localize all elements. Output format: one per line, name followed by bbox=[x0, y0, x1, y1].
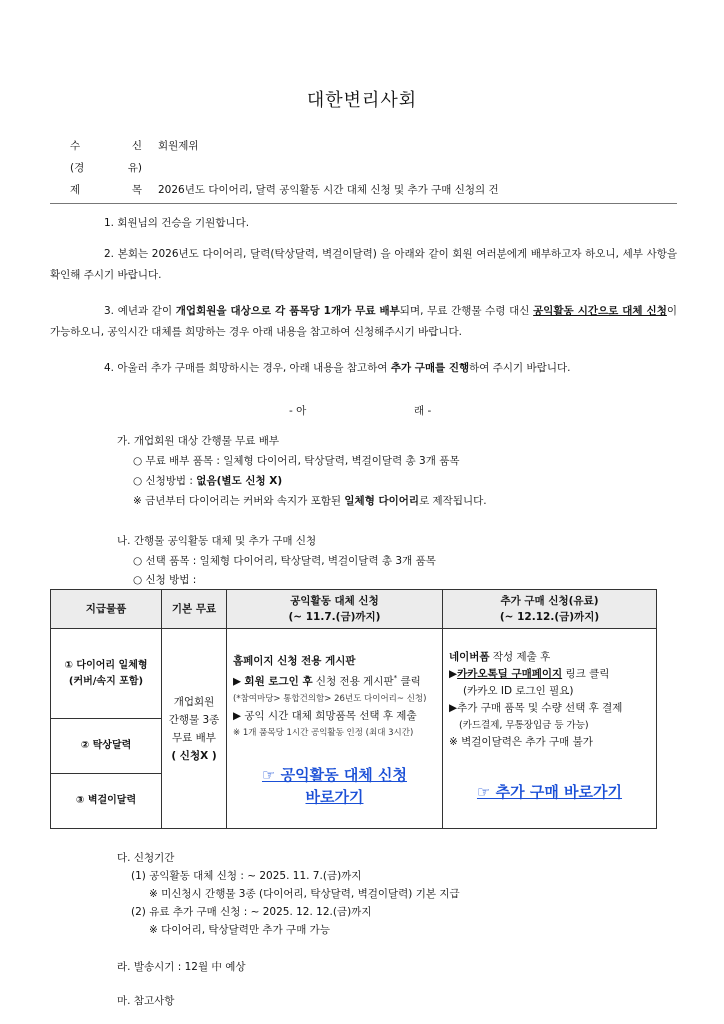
section-ma-title: 마. 참고사항 bbox=[117, 995, 175, 1007]
application-table bbox=[50, 589, 657, 829]
free-distribution-cell: 개업회원 간행물 3종 무료 배부 ( 신청X ) bbox=[162, 629, 227, 829]
section-ga-item-1: ○ 무료 배부 품목 : 일체형 다이어리, 탁상달력, 벽걸이달력 총 3개 품목 bbox=[133, 455, 460, 467]
column-header-buy: 추가 구매 신청(유료) (~ 12.12.(금)까지) bbox=[443, 590, 657, 629]
public-activity-apply-link[interactable]: ☞ 공익활동 대체 신청 바로가기 bbox=[261, 765, 408, 806]
header-divider bbox=[50, 203, 677, 204]
period-public-note: ※ 미신청시 간행물 3종 (다이어리, 탁상달력, 벽걸이달력) 기본 지급 bbox=[149, 888, 460, 900]
item-wall-calendar: ③ 벽걸이달력 bbox=[51, 774, 162, 829]
paragraph-3: 3. 예년과 같이 개업회원을 대상으로 각 품목당 1개가 무료 배부되며, 무료 간행물 수령 대신 공익활동 시간으로 대체 신청이 가능하오니, 공익시간 대체를 희망하는 경우 아래 내용을 참고하여 신청해주시기 바랍니다. bbox=[50, 305, 677, 338]
subject-value: 2026년도 다이어리, 달력 공익활동 시간 대체 신청 및 추가 구매 신청의 건 bbox=[158, 184, 499, 196]
period-purchase-note: ※ 다이어리, 탁상달력만 추가 구매 가능 bbox=[149, 924, 330, 936]
section-na-title: 나. 간행물 공익활동 대체 및 추가 구매 신청 bbox=[117, 535, 317, 547]
column-header-items: 지급물품 bbox=[51, 590, 162, 629]
shipping-period: 라. 발송시기 : 12월 中 예상 bbox=[117, 961, 246, 973]
period-public-activity: (1) 공익활동 대체 신청 : ~ 2025. 11. 7.(금)까지 bbox=[131, 870, 362, 882]
additional-purchase-cell: 네이버폼 작성 제출 후 ▶카카오톡딜 구매페이지 링크 클릭 (카카오 ID 로그인 필요) ▶추가 구매 품목 및 수량 선택 후 결제 (카드결제, 무통장입금 등 가능) ※ 벽걸이달력은 추가 구매 불가 ☞ 추가 구매 바로가기 bbox=[443, 629, 657, 829]
below-marker-right: 래 - bbox=[414, 405, 432, 417]
recipient-label: 수 신 bbox=[70, 140, 142, 152]
section-ga-title: 가. 개업회원 대상 간행물 무료 배부 bbox=[117, 435, 280, 447]
below-marker-left: - 아 bbox=[289, 405, 307, 417]
item-diary: ① 다이어리 일체형 (커버/속지 포함) bbox=[51, 629, 162, 719]
public-activity-cell: 홈페이지 신청 전용 게시판 ▶ 회원 로그인 후 신청 전용 게시판* 클릭 (*참여마당> 통합건의함> 26년도 다이어리~ 신청) ▶ 공익 시간 대체 희망품목 선택 후 제출 ※ 1개 품목당 1시간 공익활동 인정 (최대 3시간) ☞ 공익활동 대체 신청 바로가기 bbox=[227, 629, 443, 829]
paragraph-2: 2. 본회는 2026년도 다이어리, 달력(탁상달력, 벽걸이달력) 을 아래와 같이 회원 여러분에게 배부하고자 하오니, 세부 사항을 확인해 주시기 바랍니다. bbox=[50, 248, 677, 281]
section-da-title: 다. 신청기간 bbox=[117, 852, 175, 864]
recipient-value: 회원제위 bbox=[158, 140, 199, 152]
column-header-public: 공익활동 대체 신청 (~ 11.7.(금)까지) bbox=[227, 590, 443, 629]
document-title: 대한변리사회 bbox=[306, 90, 418, 111]
section-ga-note: ※ 금년부터 다이어리는 커버와 속지가 포함된 일체형 다이어리로 제작됩니다. bbox=[133, 495, 487, 507]
item-desk-calendar: ② 탁상달력 bbox=[51, 719, 162, 774]
paragraph-4: 4. 아울러 추가 구매를 희망하시는 경우, 아래 내용을 참고하여 추가 구매를 진행하여 주시기 바랍니다. bbox=[104, 362, 571, 374]
section-na-item-1: ○ 선택 품목 : 일체형 다이어리, 탁상달력, 벽걸이달력 총 3개 품목 bbox=[133, 555, 436, 567]
additional-purchase-link[interactable]: ☞ 추가 구매 바로가기 bbox=[476, 783, 623, 801]
subject-label: 제 목 bbox=[70, 184, 142, 196]
section-na-item-2: ○ 신청 방법 : bbox=[133, 574, 197, 586]
column-header-free: 기본 무료 bbox=[162, 590, 227, 629]
section-ga-item-2: ○ 신청방법 : 없음(별도 신청 X) bbox=[133, 475, 283, 487]
period-additional-purchase: (2) 유료 추가 구매 신청 : ~ 2025. 12. 12.(금)까지 bbox=[131, 906, 372, 918]
paragraph-1: 1. 회원님의 건승을 기원합니다. bbox=[104, 217, 250, 229]
via-label: (경 유) bbox=[70, 162, 142, 174]
